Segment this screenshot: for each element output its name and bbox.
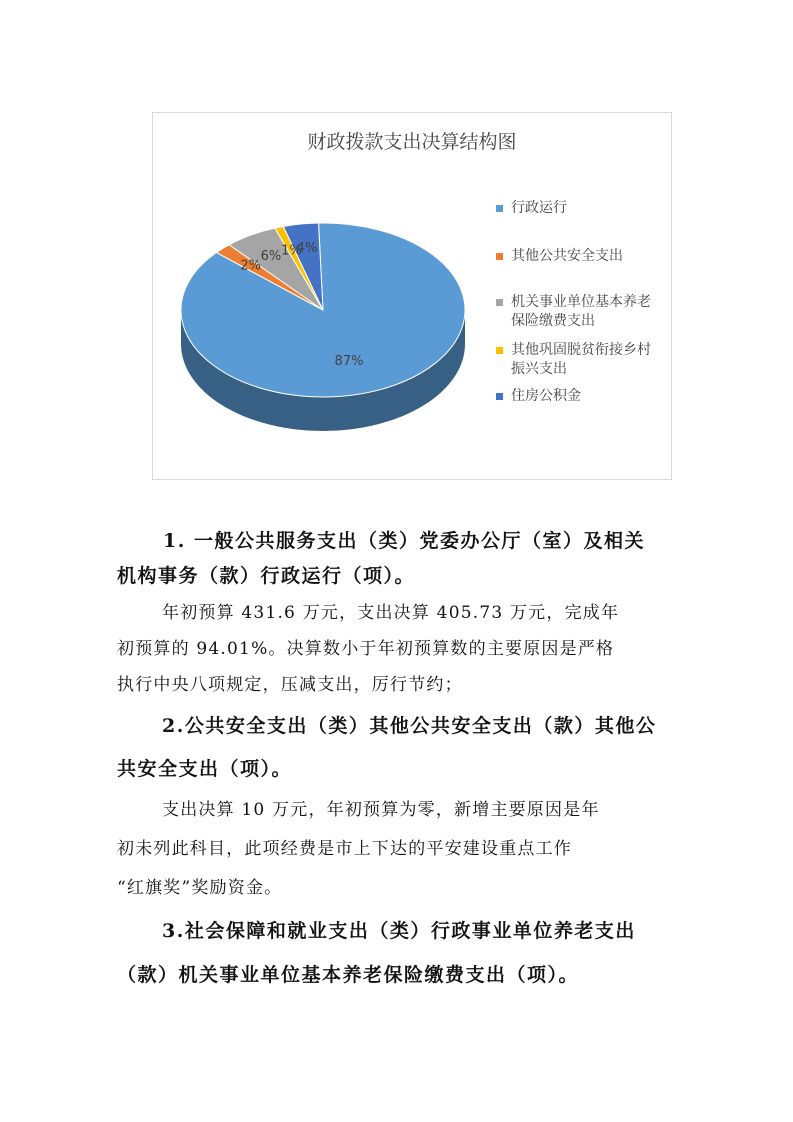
legend-label: 其他巩固脱贫衔接乡村 振兴支出 [511,342,651,377]
legend-item [496,293,671,331]
section-1-body-line-1: 年初预算 431.6 万元，支出决算 405.73 万元，完成年 [162,603,620,623]
section-1-body-line-2: 初预算的 94.01%。决算数小于年初预算数的主要原因是严格 [117,639,615,659]
section-1-heading-line-1: 1. 一般公共服务支出（类）党委办公厅（室）及相关 [163,530,645,552]
section-2-body-line-1: 支出决算 10 万元，年初预算为零，新增主要原因是年 [162,800,600,820]
legend-item [496,247,671,266]
legend-label: 行政运行 [511,200,567,216]
legend-label: 住房公积金 [511,388,581,404]
chart-title: 财政拨款支出决算结构图 [307,131,517,153]
legend-item [496,199,671,218]
legend-swatch [496,253,503,260]
section-1-body-line-3: 执行中央八项规定，压减支出，厉行节约； [117,675,463,695]
section-3-heading-line-1: 3.社会保障和就业支出（类）行政事业单位养老支出 [162,920,636,942]
section-2-body-line-2: 初未列此科目，此项经费是市上下达的平安建设重点工作 [117,839,572,859]
legend-swatch [496,205,503,212]
pie-chart [152,112,672,480]
section-2-body-line-3: “红旗奖”奖励资金。 [117,878,283,898]
legend-label: 其他公共安全支出 [511,248,623,264]
section-1-heading [117,524,677,559]
data-label: 87% [334,354,364,369]
legend-label: 机关事业单位基本养老 保险缴费支出 [511,294,651,329]
legend-item [496,341,671,379]
data-label: 6% [260,249,282,265]
legend-swatch [496,299,503,306]
legend-swatch [496,393,503,400]
section-1-heading-line-2: 机构事务（款）行政运行（项）。 [117,565,416,587]
legend-swatch [496,347,503,354]
data-label: 4% [296,241,318,257]
section-1-heading-cont [117,559,677,594]
section-3-heading-line-2: （款）机关事业单位基本养老保险缴费支出（项）。 [117,964,580,986]
section-2-heading-line-1: 2.公共安全支出（类）其他公共安全支出（款）其他公 [162,715,657,737]
legend-item [496,387,671,406]
data-label: 1% [281,243,302,259]
section-2-heading-line-2: 共安全支出（项）。 [117,758,293,780]
data-label: 2% [240,258,262,274]
